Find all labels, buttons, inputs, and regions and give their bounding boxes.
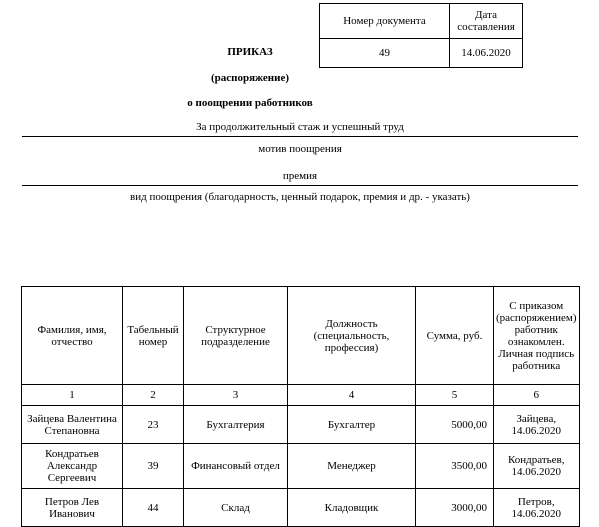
header-signature: С приказом (распоряжением) работник ознакомлен. Личная подпись работника bbox=[494, 287, 580, 385]
cell-department: Бухгалтерия bbox=[184, 406, 288, 444]
document-number-table bbox=[319, 3, 523, 68]
table-header-row bbox=[22, 287, 580, 385]
column-number: 4 bbox=[288, 385, 416, 406]
cell-fio: Зайцева Валентина Степановна bbox=[22, 406, 123, 444]
cell-position: Кладовщик bbox=[288, 489, 416, 527]
cell-tab-number: 39 bbox=[123, 444, 184, 489]
cell-department: Склад bbox=[184, 489, 288, 527]
cell-department: Финансовый отдел bbox=[184, 444, 288, 489]
column-number: 2 bbox=[123, 385, 184, 406]
header-fio: Фамилия, имя, отчество bbox=[22, 287, 123, 385]
header-position: Должность (специальность, профессия) bbox=[288, 287, 416, 385]
cell-sum: 3000,00 bbox=[416, 489, 494, 527]
header-tab-number: Табельный номер bbox=[123, 287, 184, 385]
cell-signature: Кондратьев, 14.06.2020 bbox=[494, 444, 580, 489]
type-text: премия bbox=[282, 170, 318, 182]
column-number: 6 bbox=[494, 385, 580, 406]
document-number-header: Номер документа bbox=[320, 4, 450, 39]
cell-fio: Петров Лев Иванович bbox=[22, 489, 123, 527]
cell-tab-number: 23 bbox=[123, 406, 184, 444]
cell-tab-number: 44 bbox=[123, 489, 184, 527]
employees-table bbox=[21, 286, 580, 527]
document-number-value: 49 bbox=[320, 39, 450, 68]
cell-position: Бухгалтер bbox=[288, 406, 416, 444]
column-numbers-row bbox=[22, 385, 580, 406]
cell-fio: Кондратьев Александр Сергеевич bbox=[22, 444, 123, 489]
header-department: Структурное подразделение bbox=[184, 287, 288, 385]
document-subtitle: (распоряжение) bbox=[210, 72, 289, 84]
document-date-value: 14.06.2020 bbox=[450, 39, 523, 68]
table-row bbox=[22, 406, 580, 444]
cell-sum: 5000,00 bbox=[416, 406, 494, 444]
column-number: 5 bbox=[416, 385, 494, 406]
table-row bbox=[22, 444, 580, 489]
column-number: 1 bbox=[22, 385, 123, 406]
reason-line bbox=[22, 136, 578, 137]
type-line bbox=[22, 185, 578, 186]
cell-signature: Зайцева, 14.06.2020 bbox=[494, 406, 580, 444]
type-caption: вид поощрения (благодарность, ценный подарок, премия и др. - указать) bbox=[130, 191, 470, 203]
header-sum: Сумма, руб. bbox=[416, 287, 494, 385]
reason-caption: мотив поощрения bbox=[258, 143, 342, 155]
document-topic: о поощрении работников bbox=[187, 97, 313, 109]
cell-sum: 3500,00 bbox=[416, 444, 494, 489]
cell-position: Менеджер bbox=[288, 444, 416, 489]
column-number: 3 bbox=[184, 385, 288, 406]
table-row bbox=[22, 489, 580, 527]
document-date-header: Дата составления bbox=[450, 4, 523, 39]
reason-text: За продолжительный стаж и успешный труд bbox=[196, 121, 404, 133]
cell-signature: Петров, 14.06.2020 bbox=[494, 489, 580, 527]
document-title: ПРИКАЗ bbox=[227, 46, 273, 58]
